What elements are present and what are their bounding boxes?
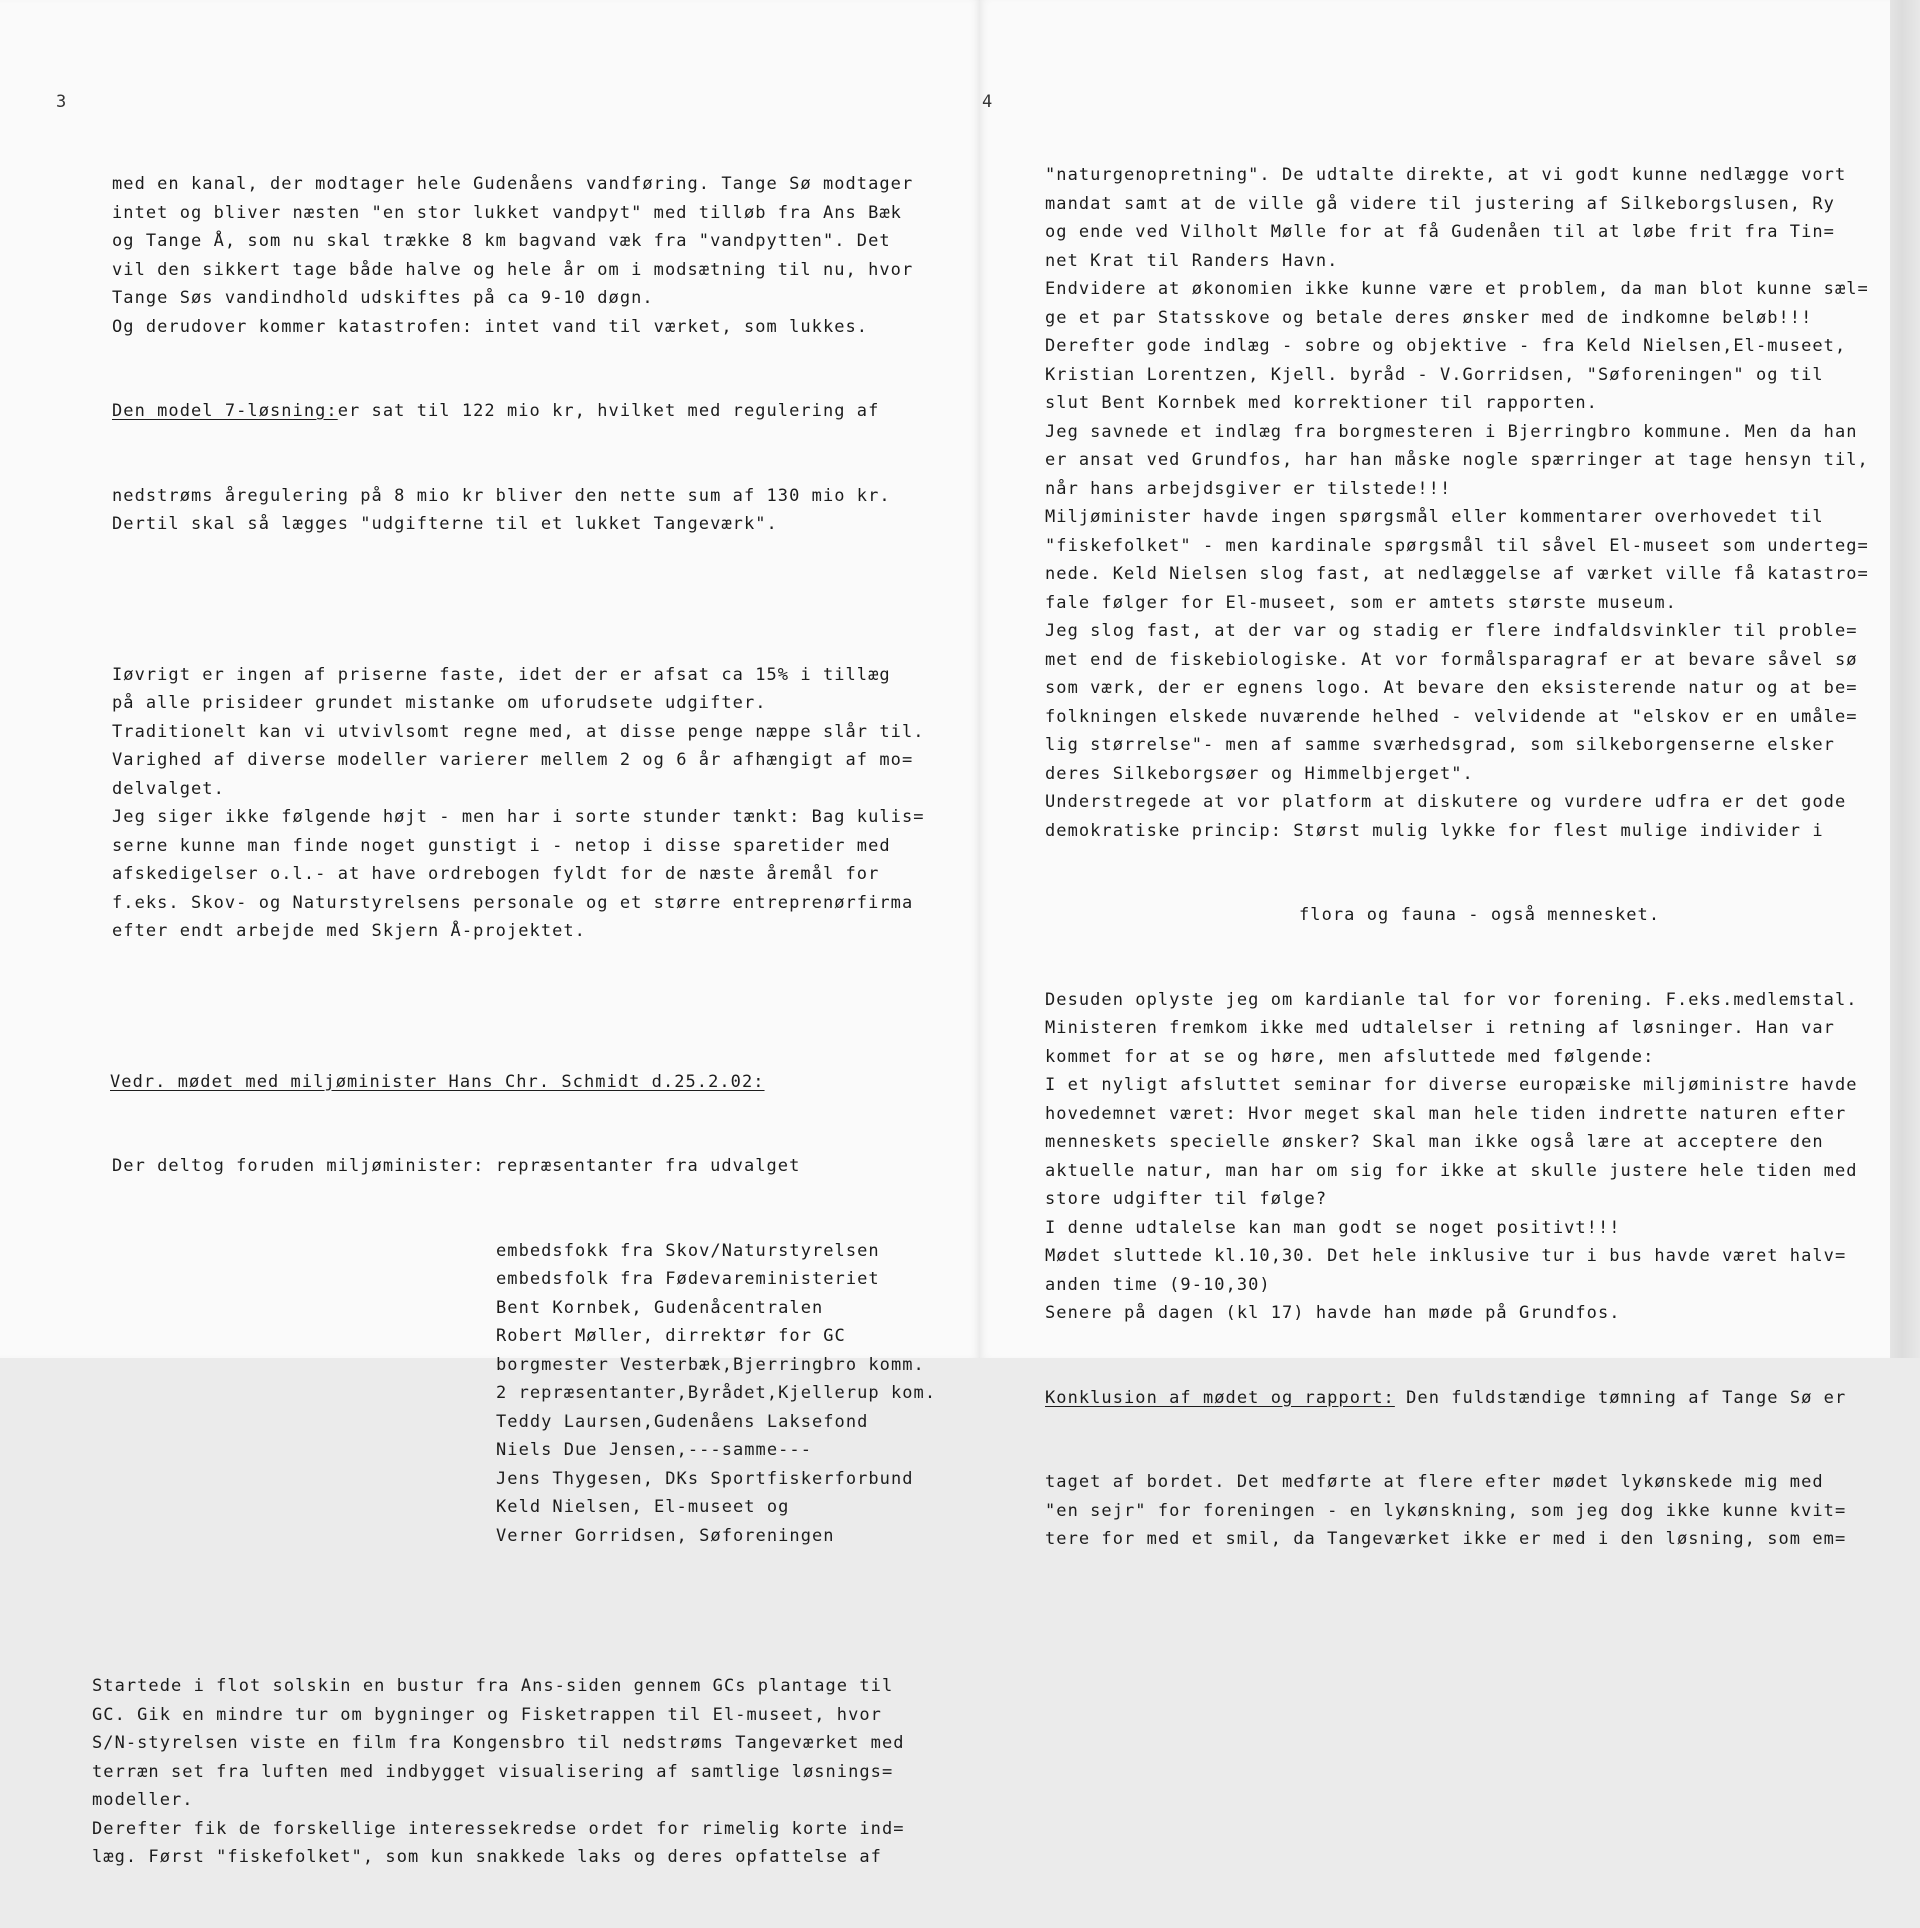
participant-first: repræsentanter fra udvalget [495, 1156, 801, 1176]
text-line: nedstrøms åregulering på 8 mio kr bliver den nette sum af 130 mio kr. [112, 485, 891, 506]
participants-intro: Der deltog foruden miljøminister: [112, 1156, 496, 1176]
text-line: Senere på dagen (kl 17) havde han møde på Grundfos. [1045, 1303, 1621, 1323]
text-line: kommet for at se og høre, men afsluttede med følgende: [1045, 1046, 1655, 1067]
right-page-body [1045, 105, 1869, 1610]
text-line: Derefter fik de forskellige interessekredse ordet for rimelig korte ind= [92, 1818, 905, 1839]
meeting-heading: Vedr. mødet med miljøminister Hans Chr. Schmidt d.25.2.02: [110, 1071, 765, 1092]
text-line: Desuden oplyste jeg om kardianle tal for vor forening. F.eks.medlemstal. [1045, 989, 1858, 1010]
text-line: I denne udtalelse kan man godt se noget positivt!!! [1045, 1217, 1621, 1238]
text-line: lig størrelse"- men af samme sværhedsgrad, som silkeborgenserne elsker [1045, 735, 1835, 755]
text-line: Jeg siger ikke følgende højt - men har i sorte stunder tænkt: Bag kulis= [112, 807, 925, 827]
text-line: Ministeren fremkom ikke med udtalelser i retning af løsninger. Han var [1045, 1018, 1835, 1038]
text-line: afskedigelser o.l.- at have ordrebogen fyldt for de næste åremål for [112, 864, 880, 884]
text-line: Endvidere at økonomien ikke kunne være et problem, da man blot kunne sæl= [1045, 279, 1869, 299]
text-line: hovedemnet været: Hvor meget skal man hele tiden indrette naturen efter [1045, 1103, 1847, 1124]
text-line [1045, 1384, 1869, 1413]
participant-item: Jens Thygesen, DKs Sportfiskerforbund [496, 1468, 914, 1489]
paragraph-bus-tour [92, 1672, 936, 1872]
text-line: Og derudover kommer katastrofen: intet vand til værket, som lukkes. [112, 316, 869, 337]
participant-item: Robert Møller, dirrektør for GC [496, 1326, 846, 1346]
text-line: S/N-styrelsen viste en film fra Kongensbro til nedstrøms Tangeværket med [92, 1733, 905, 1753]
text-line [110, 1068, 936, 1097]
text-line: I et nyligt afsluttet seminar for diverse europæiske miljøministre havde [1045, 1075, 1858, 1095]
text-line: terræn set fra luften med indbygget visualisering af samtlige løsnings= [92, 1761, 894, 1782]
text-line: slut Bent Kornbek med korrektioner til rapporten. [1045, 393, 1598, 413]
text-line: flora og fauna - også mennesket. [1299, 905, 1661, 925]
text-line: Dertil skal så lægges "udgifterne til et lukket Tangeværk". [112, 514, 778, 534]
participant-item: Niels Due Jensen,---samme--- [496, 1440, 812, 1460]
conclusion-text: Den fuldstændige tømning af Tange Sø er [1394, 1387, 1847, 1408]
text-line: Jeg savnede et indlæg fra borgmesteren i Bjerringbro kommune. Men da han [1045, 421, 1858, 442]
paragraph-minister [1045, 986, 1869, 1328]
text-line: Traditionelt kan vi utvivlsomt regne med, at disse penge næppe slår til. [112, 721, 925, 742]
left-page [0, 0, 980, 1867]
text-line: anden time (9-10,30) [1045, 1274, 1271, 1295]
paragraph-tange-so [112, 170, 936, 341]
participant-item: Teddy Laursen,Gudenåens Laksefond [496, 1411, 869, 1432]
text-line: Varighed af diverse modeller varierer mellem 2 og 6 år afhængigt af mo= [112, 750, 914, 770]
text-line: Miljøminister havde ingen spørgsmål eller kommentarer overhovedet til [1045, 507, 1824, 527]
text-line: efter endt arbejde med Skjern Å-projektet. [112, 921, 586, 941]
text-line: ge et par Statsskove og betale deres ønsker med de indkomne beløb!!! [1045, 307, 1813, 328]
text-line: nede. Keld Nielsen slog fast, at nedlæggelse af værket ville få katastro= [1045, 564, 1869, 584]
page-edge [1890, 0, 1920, 1358]
text-line: aktuelle natur, man har om sig for ikke at skulle justere hele tiden med [1045, 1160, 1858, 1181]
paragraph-model [112, 482, 936, 539]
text-line: Kristian Lorentzen, Kjell. byråd - V.Gorridsen, "Søforeningen" og til [1045, 364, 1824, 385]
left-page-body [92, 114, 937, 1928]
text-line [112, 397, 936, 426]
text-line: f.eks. Skov- og Naturstyrelsens personale og et større entreprenørfirma [112, 892, 914, 913]
text-line: med en kanal, der modtager hele Gudenåens vandføring. Tange Sø modtager [112, 174, 914, 194]
text-line: som værk, der er egnens logo. At bevare den eksisterende natur og at be= [1045, 678, 1858, 698]
paragraph-prices [112, 661, 936, 946]
text-line: og Tange Å, som nu skal trække 8 km bagvand væk fra "vandpytten". Det [112, 231, 891, 251]
text-line: menneskets specielle ønsker? Skal man ikke også lære at acceptere den [1045, 1132, 1824, 1152]
page-number: 3 [56, 92, 67, 112]
text-line: Jeg slog fast, at der var og stadig er flere indfaldsvinkler til proble= [1045, 621, 1858, 641]
text-line: Tange Søs vandindhold udskiftes på ca 9-10 døgn. [112, 288, 654, 308]
model-text: er sat til 122 mio kr, hvilket med regulering af [337, 401, 880, 421]
participant-item: 2 repræsentanter,Byrådet,Kjellerup kom. [496, 1383, 937, 1403]
model-heading: Den model 7-løsning: [112, 401, 338, 421]
page-number: 4 [982, 92, 993, 112]
text-line: læg. Først "fiskefolket", som kun snakkede laks og deres opfattelse af [92, 1847, 882, 1867]
text-line: Startede i flot solskin en bustur fra Ans-siden gennem GCs plantage til [92, 1676, 894, 1696]
participants-list [112, 1237, 936, 1551]
text-line: er ansat ved Grundfos, har han måske nogle spærringer at tage hensyn til, [1045, 450, 1869, 470]
text-line: demokratiske princip: Størst mulig lykke for flest mulige individer i [1045, 820, 1824, 841]
paragraph-meeting-continued [1045, 161, 1869, 845]
text-line: på alle prisideer grundet mistanke om uforudsete udgifter. [112, 693, 767, 713]
text-line: deres Silkeborgsøer og Himmelbjerget". [1045, 763, 1474, 784]
conclusion-heading: Konklusion af mødet og rapport: [1045, 1387, 1395, 1408]
text-line: "fiskefolket" - men kardinale spørgsmål til såvel El-museet som underteg= [1045, 535, 1869, 556]
participant-item: Keld Nielsen, El-museet og [496, 1497, 790, 1517]
text-line: delvalget. [112, 778, 225, 799]
text-line: fale følger for El-museet, som er amtets største museum. [1045, 592, 1677, 613]
text-line: met end de fiskebiologiske. At vor formålsparagraf er at bevare såvel sø [1045, 649, 1858, 670]
text-line: når hans arbejdsgiver er tilstede!!! [1045, 478, 1452, 499]
participant-item: borgmester Vesterbæk,Bjerringbro komm. [496, 1354, 925, 1375]
right-page [980, 0, 1890, 1549]
text-line: serne kunne man finde noget gunstigt i - netop i disse sparetider med [112, 835, 891, 856]
text-line: mandat samt at de ville gå videre til justering af Silkeborgslusen, Ry [1045, 193, 1835, 214]
paragraph-conclusion [1045, 1468, 1869, 1554]
text-line: taget af bordet. Det medførte at flere efter mødet lykønskede mig med [1045, 1472, 1824, 1492]
text-line: Derefter gode indlæg - sobre og objektive - fra Keld Nielsen,El-museet, [1045, 336, 1847, 356]
text-line: vil den sikkert tage både halve og hele år om i modsætning til nu, hvor [112, 259, 914, 280]
participant-item: embedsfolk fra Fødevareministeriet [496, 1269, 880, 1289]
text-line: net Krat til Randers Havn. [1045, 250, 1339, 271]
text-line: store udgifter til følge? [1045, 1189, 1328, 1209]
text-line [112, 1152, 936, 1181]
participant-item: embedsfokk fra Skov/Naturstyrelsen [496, 1240, 880, 1261]
text-line: Understregede at vor platform at diskutere og vurdere udfra er det gode [1045, 792, 1847, 812]
text-line: og ende ved Vilholt Mølle for at få Gudenåen til at løbe frit fra Tin= [1045, 222, 1835, 242]
text-line: "naturgenopretning". De udtalte direkte, at vi godt kunne nedlægge vort [1045, 165, 1847, 185]
text-line: folkningen elskede nuværende helhed - velvidende at "elskov er en umåle= [1045, 706, 1858, 727]
participant-item: Bent Kornbek, Gudenåcentralen [496, 1297, 824, 1318]
text-line: GC. Gik en mindre tur om bygninger og Fisketrappen til El-museet, hvor [92, 1704, 882, 1725]
participant-item: Verner Gorridsen, Søforeningen [496, 1525, 835, 1546]
text-line: Mødet sluttede kl.10,30. Det hele inklusive tur i bus havde været halv= [1045, 1246, 1847, 1266]
text-line: tere for med et smil, da Tangeværket ikke er med i den løsning, som em= [1045, 1529, 1847, 1549]
text-line: "en sejr" for foreningen - en lykønskning, som jeg dog ikke kunne kvit= [1045, 1500, 1847, 1521]
text-line: intet og bliver næsten "en stor lukket vandpyt" med tilløb fra Ans Bæk [112, 202, 902, 223]
text-line: Iøvrigt er ingen af priserne faste, idet der er afsat ca 15% i tillæg [112, 664, 891, 685]
text-line: modeller. [92, 1790, 194, 1810]
